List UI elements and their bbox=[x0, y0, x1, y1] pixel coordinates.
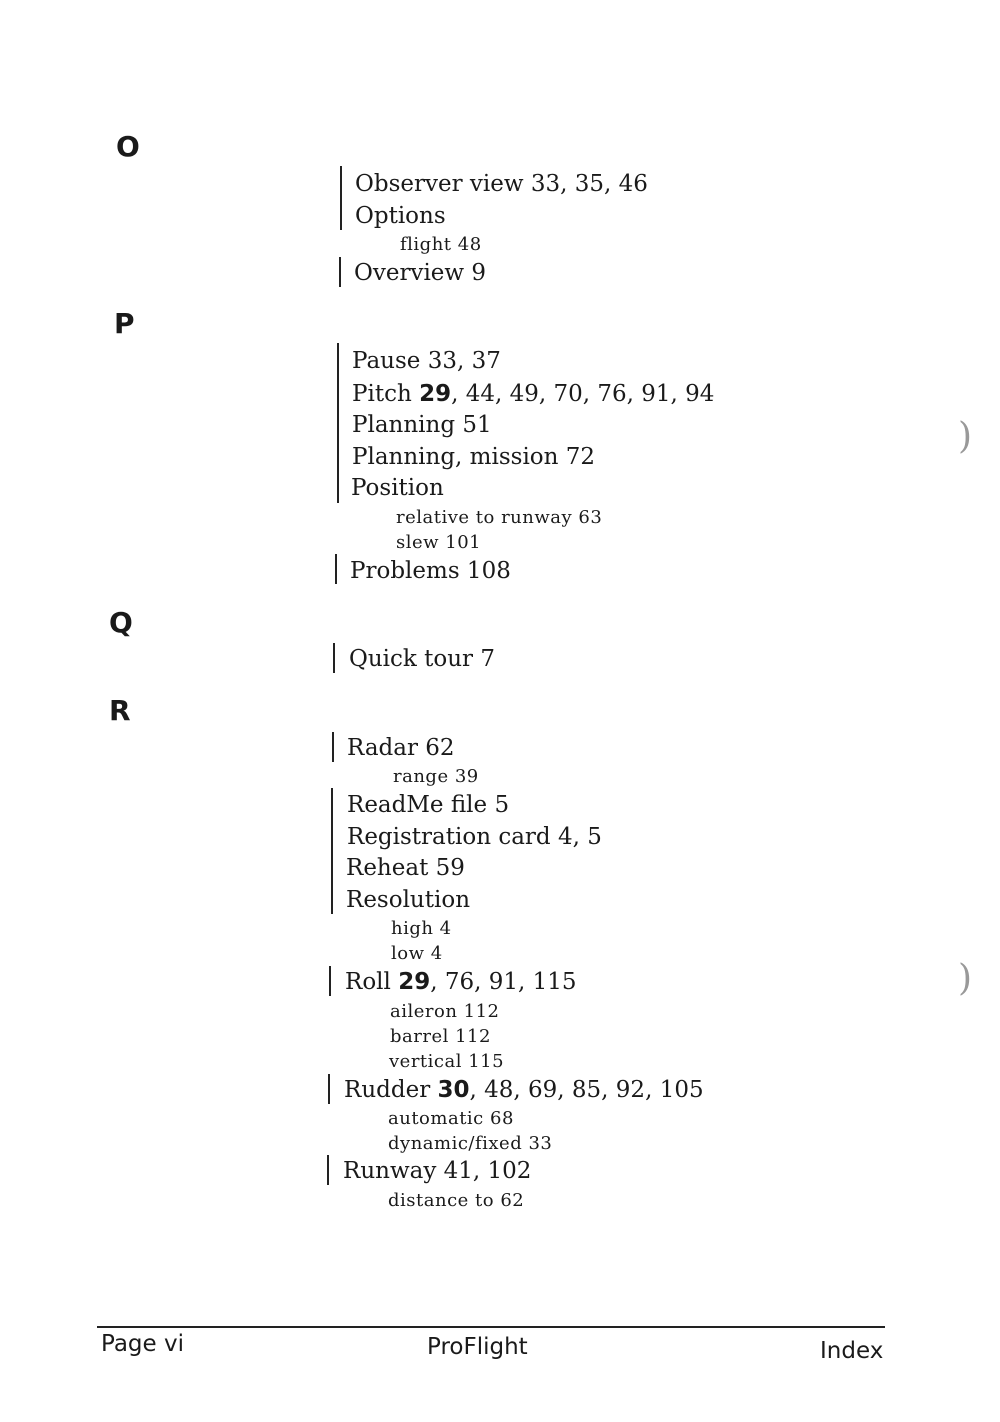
index-subentry-roll-barrel: barrel 112 bbox=[390, 1026, 491, 1047]
index-entry-observer-view: Observer view 33, 35, 46 bbox=[355, 171, 648, 197]
index-entry-rudder-primary-page: 30 bbox=[437, 1077, 470, 1103]
index-subentry-resolution-high: high 4 bbox=[391, 918, 452, 939]
index-entry-roll-pages: , 76, 91, 115 bbox=[430, 969, 577, 995]
index-entry-readme-file: ReadMe file 5 bbox=[347, 792, 510, 818]
change-bar bbox=[328, 1074, 330, 1104]
index-subentry-position-runway: relative to runway 63 bbox=[396, 507, 603, 528]
index-entry-roll-name: Roll bbox=[345, 969, 399, 995]
index-subentry-roll-vertical: vertical 115 bbox=[389, 1051, 505, 1072]
footer-title: ProFlight bbox=[427, 1334, 528, 1360]
index-entry-position: Position bbox=[351, 475, 444, 501]
index-subentry-radar-range: range 39 bbox=[393, 766, 479, 787]
footer-page-number: Page vi bbox=[101, 1331, 184, 1357]
index-subentry-rudder-dynamic-fixed: dynamic/fixed 33 bbox=[388, 1133, 553, 1154]
index-entry-planning: Planning 51 bbox=[352, 412, 492, 438]
index-subentry-roll-aileron: aileron 112 bbox=[390, 1001, 500, 1022]
footer-section: Index bbox=[820, 1338, 884, 1364]
index-subentry-runway-distance: distance to 62 bbox=[388, 1190, 525, 1211]
index-entry-rudder-pages: , 48, 69, 85, 92, 105 bbox=[469, 1077, 704, 1103]
change-bar bbox=[339, 257, 341, 287]
change-bar bbox=[332, 732, 334, 762]
index-subentry-options-flight: flight 48 bbox=[400, 234, 482, 255]
index-subentry-rudder-automatic: automatic 68 bbox=[388, 1108, 514, 1129]
index-entry-options: Options bbox=[355, 203, 446, 229]
index-entry-pause: Pause 33, 37 bbox=[352, 348, 501, 374]
index-entry-reheat: Reheat 59 bbox=[346, 855, 465, 881]
section-letter-o: O bbox=[116, 130, 140, 163]
index-entry-radar: Radar 62 bbox=[347, 735, 455, 761]
index-entry-pitch-name: Pitch bbox=[352, 381, 420, 407]
index-subentry-resolution-low: low 4 bbox=[391, 943, 443, 964]
section-letter-r: R bbox=[109, 694, 131, 727]
index-entry-quick-tour: Quick tour 7 bbox=[349, 646, 495, 672]
index-entry-roll bbox=[345, 969, 577, 995]
index-entry-rudder bbox=[344, 1077, 704, 1103]
change-bar bbox=[340, 166, 342, 230]
index-entry-overview: Overview 9 bbox=[354, 260, 487, 286]
index-subentry-position-slew: slew 101 bbox=[396, 532, 482, 553]
section-letter-q: Q bbox=[109, 606, 133, 639]
index-entry-pitch-primary-page: 29 bbox=[419, 381, 452, 407]
index-entry-roll-primary-page: 29 bbox=[398, 969, 431, 995]
change-bar bbox=[337, 343, 339, 503]
section-letter-p: P bbox=[114, 307, 135, 340]
index-entry-runway: Runway 41, 102 bbox=[343, 1158, 532, 1184]
change-bar bbox=[331, 788, 333, 914]
index-entry-problems: Problems 108 bbox=[350, 558, 511, 584]
index-entry-registration-card: Registration card 4, 5 bbox=[347, 824, 602, 850]
index-entry-resolution: Resolution bbox=[346, 887, 471, 913]
change-bar bbox=[333, 643, 335, 673]
footer-rule bbox=[97, 1326, 885, 1328]
margin-mark: ) bbox=[958, 958, 973, 999]
change-bar bbox=[335, 554, 337, 584]
index-entry-planning-mission: Planning, mission 72 bbox=[352, 444, 596, 470]
index-entry-pitch bbox=[352, 381, 714, 407]
index-entry-rudder-name: Rudder bbox=[344, 1077, 438, 1103]
index-entry-pitch-pages: , 44, 49, 70, 76, 91, 94 bbox=[451, 381, 715, 407]
change-bar bbox=[329, 966, 331, 996]
change-bar bbox=[327, 1155, 329, 1185]
margin-mark: ) bbox=[958, 416, 973, 457]
